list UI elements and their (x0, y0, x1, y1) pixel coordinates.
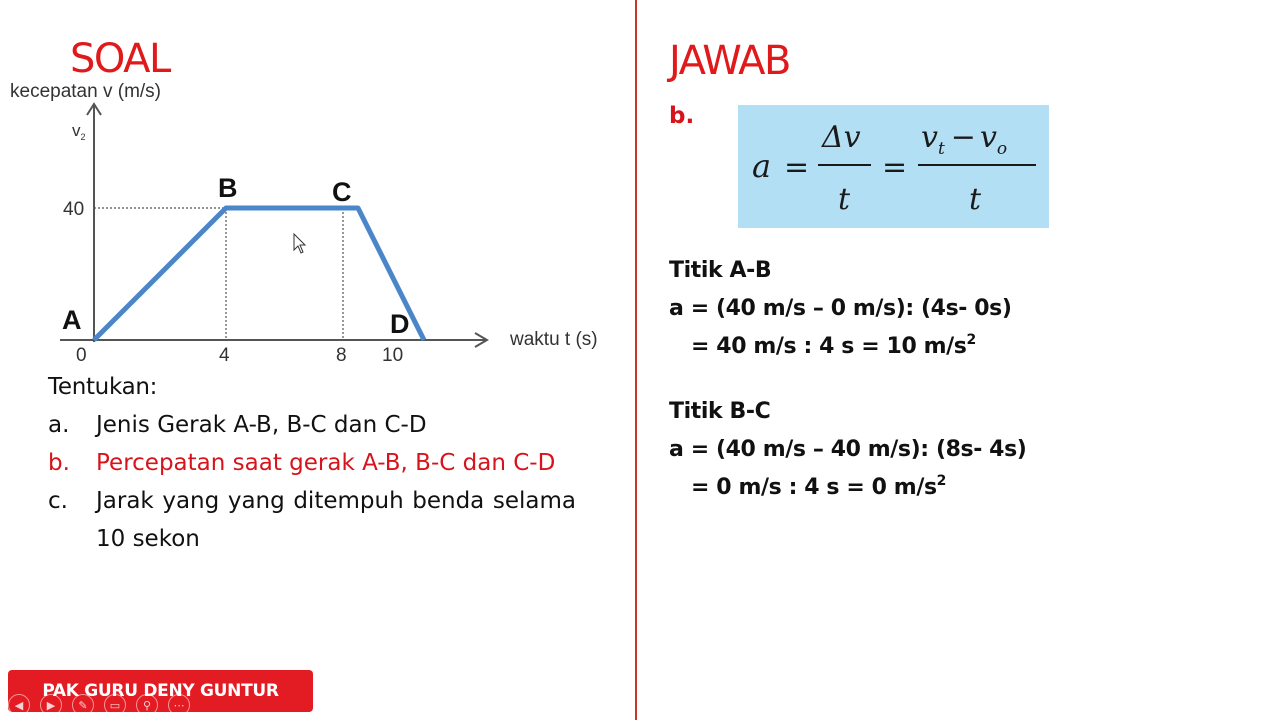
brand-banner: PAK GURU DENY GUNTUR (8, 670, 313, 712)
point-label-d: D (390, 309, 410, 339)
more-icon[interactable]: ⋯ (168, 694, 190, 716)
formula-den1: t (838, 182, 851, 217)
tasks-heading: Tentukan: (48, 374, 158, 400)
point-label-c: C (332, 177, 352, 207)
formula-num2: $v_t - v_o$ (921, 120, 1008, 159)
task-text: Percepatan saat gerak A-B, B-C dan C-D (96, 450, 556, 476)
jawab-title: JAWAB (669, 38, 790, 84)
y-tick-40: 40 (63, 199, 85, 220)
answer-bc (669, 393, 1026, 507)
pen-icon[interactable]: ✎ (72, 694, 94, 716)
formula-eq-2: = (882, 150, 908, 185)
formula-eq-1: = (784, 150, 810, 185)
slides-icon[interactable]: ▭ (104, 694, 126, 716)
slide-controls[interactable] (8, 694, 190, 716)
task-letter: a. (48, 412, 70, 438)
x-tick-10: 10 (382, 345, 404, 366)
task-list (48, 368, 576, 558)
answer-part-label: b. (669, 103, 695, 129)
answer-ab (669, 252, 1012, 366)
task-item-c (48, 482, 576, 558)
answer-ab-heading: Titik A-B (669, 258, 772, 283)
x-axis-label: waktu t (s) (510, 329, 598, 350)
velocity-line (94, 208, 424, 340)
soal-title: SOAL (70, 36, 170, 82)
acceleration-formula (738, 105, 1049, 228)
x-tick-0: 0 (76, 345, 87, 366)
point-label-b: B (218, 173, 238, 203)
task-item-a (48, 406, 576, 444)
formula-lhs: a (752, 147, 772, 185)
point-label-a: A (62, 305, 82, 335)
answer-bc-line1: a = (40 m/s – 40 m/s): (8s- 4s) (669, 437, 1027, 462)
answer-bc-heading: Titik B-C (669, 399, 771, 424)
formula-den2: t (969, 182, 982, 217)
task-text: Jarak yang yang ditempuh benda selama 10 sekon (96, 488, 576, 552)
answer-bc-line2: = 0 m/s : 4 s = 0 $m/s^2$ (691, 473, 947, 500)
velocity-time-graph (0, 70, 630, 380)
answer-ab-line1: a = (40 m/s – 0 m/s): (4s- 0s) (669, 296, 1012, 321)
task-text: Jenis Gerak A-B, B-C dan C-D (96, 412, 427, 438)
next-slide-icon[interactable]: ▶ (40, 694, 62, 716)
zoom-icon[interactable]: ⚲ (136, 694, 158, 716)
prev-slide-icon[interactable]: ◀ (8, 694, 30, 716)
x-tick-8: 8 (336, 345, 347, 366)
task-letter: b. (48, 450, 70, 476)
task-item-b (48, 444, 576, 482)
formula-num1: Δv (822, 120, 861, 155)
column-divider (635, 0, 637, 720)
task-letter: c. (48, 488, 68, 514)
answer-ab-line2: = 40 m/s : 4 s = 10 $m/s^2$ (691, 332, 976, 359)
mouse-cursor-icon (294, 234, 305, 253)
x-tick-4: 4 (219, 345, 230, 366)
y-symbol: $v_2$ (72, 121, 86, 142)
y-axis-label: kecepatan v (m/s) (10, 81, 161, 102)
